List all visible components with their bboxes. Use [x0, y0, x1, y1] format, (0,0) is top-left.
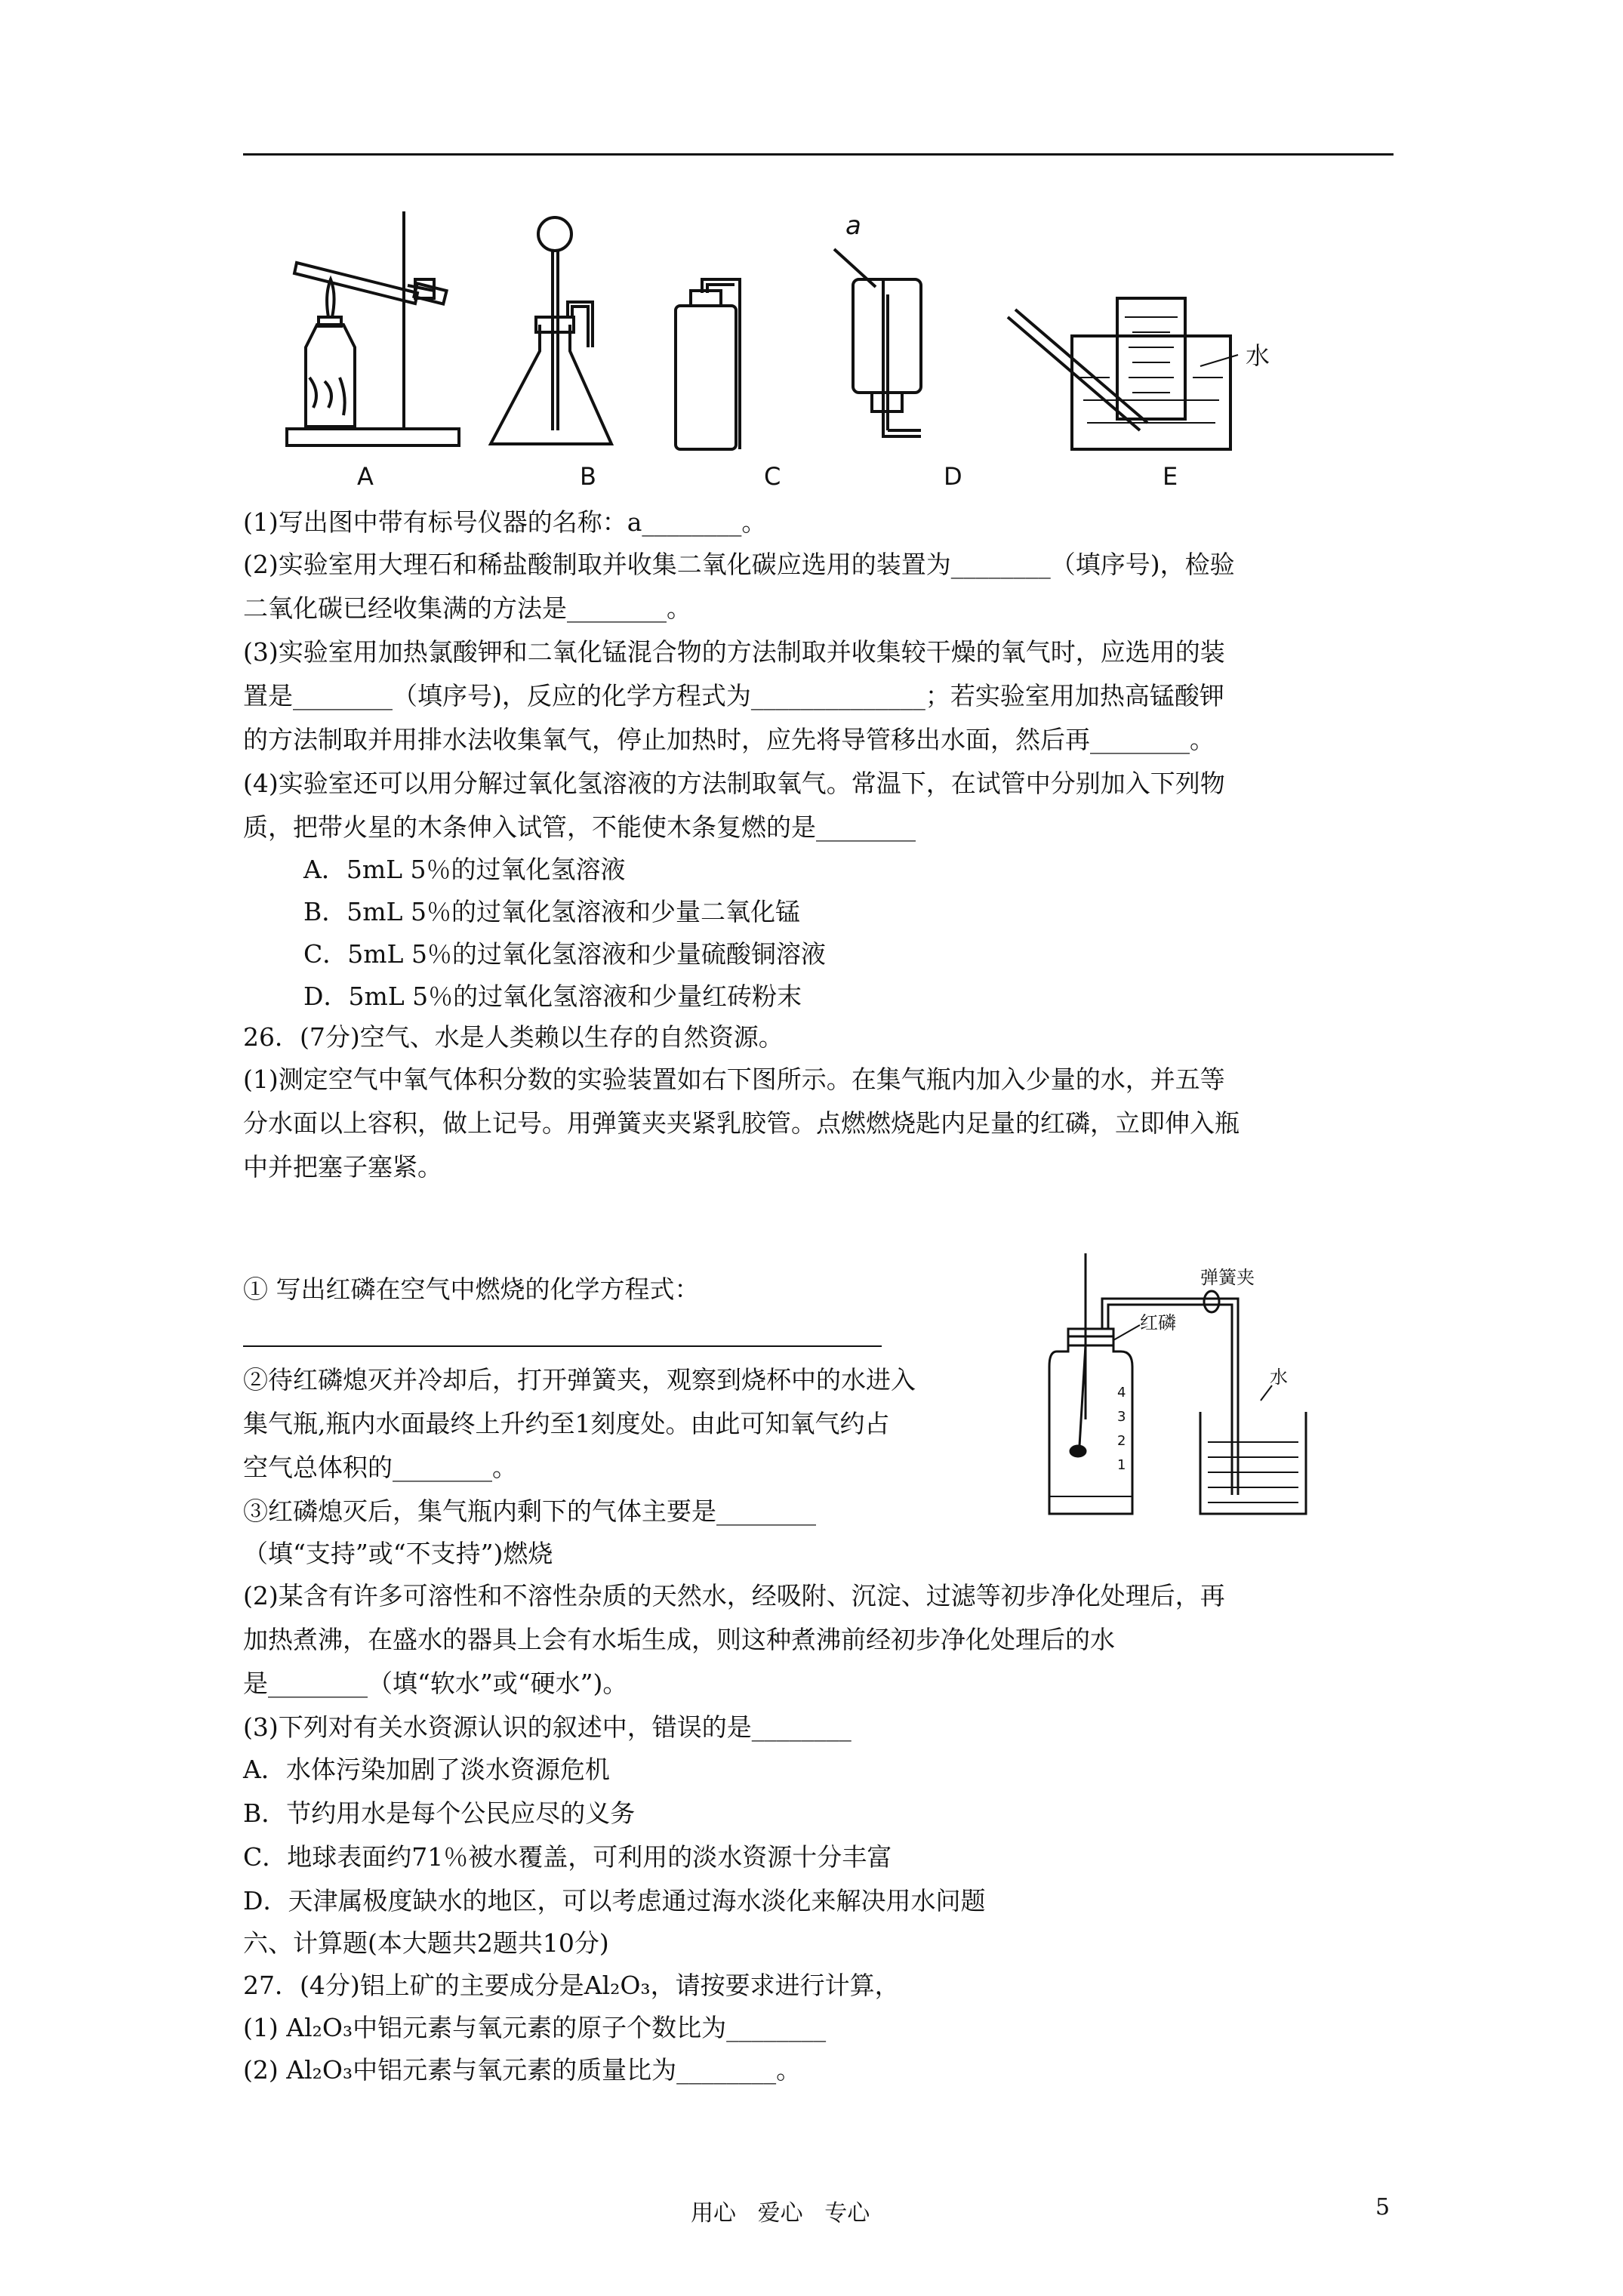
marker-a-label: a: [845, 211, 861, 241]
apparatus-e: [1008, 298, 1238, 449]
q26-part2-line2: 加热煮沸，在盛水的器具上会有水垢生成，则这种煮沸前经初步净化处理后的水: [243, 1625, 1115, 1654]
q26-part3-option-d: D．天津属极度缺水的地区，可以考虑通过海水淡化来解决用水问题: [243, 1886, 986, 1915]
q25-part3-line1: (3)实验室用加热氯酸钾和二氧化锰混合物的方法制取并收集较干燥的氧气时，应选用的装: [243, 637, 1225, 667]
q26-sub3-line2: （填“支持”或“不支持”)燃烧: [243, 1539, 553, 1568]
section-six-heading: 六、计算题(本大题共2题共10分): [243, 1928, 609, 1958]
q25-part2-line1: (2)实验室用大理石和稀盐酸制取并收集二氧化碳应选用的装置为________（填序号)，检验: [243, 550, 1235, 579]
header-rule: [243, 153, 1394, 156]
q26-sub1: ① 写出红磷在空气中燃烧的化学方程式：: [243, 1274, 700, 1304]
oxygen-experiment-figure: [1034, 1253, 1359, 1525]
apparatus-a: [287, 211, 459, 445]
q25-part4-line2: 质，把带火星的木条伸入试管，不能使木条复燃的是________: [243, 812, 916, 842]
water-label: 水: [1246, 341, 1270, 370]
page-number: 5: [1375, 2194, 1390, 2220]
apparatus-d: [834, 249, 921, 436]
q26-part3: (3)下列对有关水资源认识的叙述中，错误的是________: [243, 1712, 852, 1742]
label-b: B: [580, 462, 596, 491]
q26-sub3-line1: ③红磷熄灭后，集气瓶内剩下的气体主要是________: [243, 1496, 816, 1526]
q25-option-a: A．5mL 5％的过氧化氢溶液: [303, 855, 626, 884]
apparatus-figure: [272, 204, 1291, 498]
q26-part3-option-a: A．水体污染加剧了淡水资源危机: [243, 1755, 610, 1784]
q25-part3-line2: 置是________（填序号)，反应的化学方程式为______________；若实验室用加热高锰酸钾: [243, 681, 1224, 710]
scale-mark-1: 1: [1117, 1457, 1126, 1473]
apparatus-c: [676, 279, 740, 449]
q25-option-c: C．5mL 5％的过氧化氢溶液和少量硫酸铜溶液: [303, 939, 826, 969]
q27-title: 27．(4分)铝上矿的主要成分是Al₂O₃，请按要求进行计算，: [243, 1971, 900, 2000]
q26-title: 26．(7分)空气、水是人类赖以生存的自然资源。: [243, 1022, 784, 1052]
q26-sub2-line2: 集气瓶,瓶内水面最终上升约至1刻度处。由此可知氧气约占: [243, 1409, 890, 1438]
q25-part3-line3: 的方法制取并用排水法收集氧气，停止加热时，应先将导管移出水面，然后再________。: [243, 725, 1215, 754]
apparatus-b: [491, 217, 611, 444]
label-e: E: [1163, 462, 1178, 491]
beaker-water-label: 水: [1270, 1367, 1288, 1388]
label-d: D: [944, 462, 962, 491]
q25-part4-line1: (4)实验室还可以用分解过氧化氢溶液的方法制取氧气。常温下，在试管中分别加入下列物: [243, 769, 1225, 798]
scale-mark-2: 2: [1117, 1433, 1126, 1449]
q26-part1-line2: 分水面以上容积，做上记号。用弹簧夹夹紧乳胶管。点燃燃烧匙内足量的红磷，立即伸入瓶: [243, 1108, 1240, 1138]
q27-part2: (2) Al₂O₃中铝元素与氧元素的质量比为________。: [243, 2055, 802, 2085]
label-a: A: [357, 462, 374, 491]
q25-part2-line2: 二氧化碳已经收集满的方法是________。: [243, 593, 691, 623]
footer-motto: 用心 爱心 专心: [691, 2200, 870, 2227]
scale-mark-4: 4: [1117, 1385, 1126, 1401]
q27-part1: (1) Al₂O₃中铝元素与氧元素的原子个数比为________: [243, 2013, 827, 2042]
q26-sub2-line3: 空气总体积的________。: [243, 1453, 517, 1482]
q26-part3-option-c: C．地球表面约71％被水覆盖，可利用的淡水资源十分丰富: [243, 1842, 892, 1872]
phosphorus-label: 红磷: [1140, 1312, 1176, 1333]
q26-sub1-answer-line: [243, 1345, 882, 1347]
q26-part2-line3: 是________（填“软水”或“硬水”)。: [243, 1669, 628, 1698]
q26-sub2-line1: ②待红磷熄灭并冷却后，打开弹簧夹，观察到烧杯中的水进入: [243, 1365, 916, 1395]
q25-option-d: D．5mL 5％的过氧化氢溶液和少量红砖粉末: [303, 982, 802, 1011]
q26-part1-line1: (1)测定空气中氧气体积分数的实验装置如右下图所示。在集气瓶内加入少量的水，并五等: [243, 1065, 1225, 1094]
q25-part1: (1)写出图中带有标号仪器的名称：a________。: [243, 507, 767, 537]
q26-part2-line1: (2)某含有许多可溶性和不溶性杂质的天然水，经吸附、沉淀、过滤等初步净化处理后，再: [243, 1581, 1225, 1610]
q25-option-b: B．5mL 5％的过氧化氢溶液和少量二氧化锰: [303, 897, 800, 926]
label-c: C: [764, 462, 781, 491]
scale-mark-3: 3: [1117, 1409, 1126, 1425]
q26-part3-option-b: B．节约用水是每个公民应尽的义务: [243, 1798, 636, 1828]
q26-part1-line3: 中并把塞子塞紧。: [243, 1152, 442, 1182]
clamp-label: 弹簧夹: [1200, 1267, 1255, 1288]
